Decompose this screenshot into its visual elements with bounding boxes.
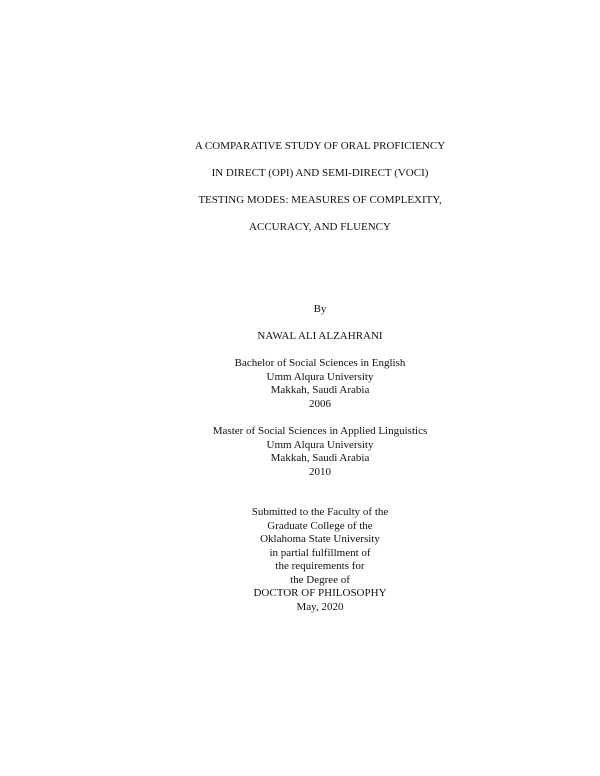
bachelor-degree-block: [0, 357, 600, 411]
degree-university: Umm Alqura University: [266, 438, 374, 451]
title-line: TESTING MODES: MEASURES OF COMPLEXITY,: [198, 194, 442, 206]
degree-name: Bachelor of Social Sciences in English: [234, 357, 406, 369]
degree-university: Umm Alqura University: [266, 370, 374, 383]
degree-location: Makkah, Saudi Arabia: [270, 384, 370, 396]
author-block: [0, 330, 600, 344]
degree-name: Master of Social Sciences in Applied Linguistics: [212, 425, 428, 437]
author-name: NAWAL ALI ALZAHRANI: [257, 330, 383, 342]
by-line: [0, 303, 600, 317]
degree-title: DOCTOR OF PHILOSOPHY: [253, 587, 387, 599]
submission-line: Oklahoma State University: [260, 533, 380, 545]
submission-line: Submitted to the Faculty of the: [251, 506, 389, 518]
title-line: ACCURACY, AND FLUENCY: [249, 221, 391, 233]
submission-line: the Degree of: [290, 573, 350, 586]
submission-line: the requirements for: [275, 560, 365, 572]
master-degree-block: [0, 425, 600, 479]
dissertation-title: [20, 139, 600, 247]
degree-year: 2006: [309, 397, 331, 410]
submission-line: in partial fulfillment of: [269, 546, 371, 559]
degree-location: Makkah, Saudi Arabia: [270, 452, 370, 464]
title-line: IN DIRECT (OPI) AND SEMI-DIRECT (VOCI): [211, 167, 429, 179]
degree-year: 2010: [309, 465, 331, 478]
title-line: A COMPARATIVE STUDY OF ORAL PROFICIENCY: [194, 140, 446, 152]
submission-block: [0, 506, 600, 614]
submission-date: May, 2020: [296, 600, 344, 613]
submission-line: Graduate College of the: [267, 519, 373, 532]
by-label: By: [313, 303, 327, 315]
